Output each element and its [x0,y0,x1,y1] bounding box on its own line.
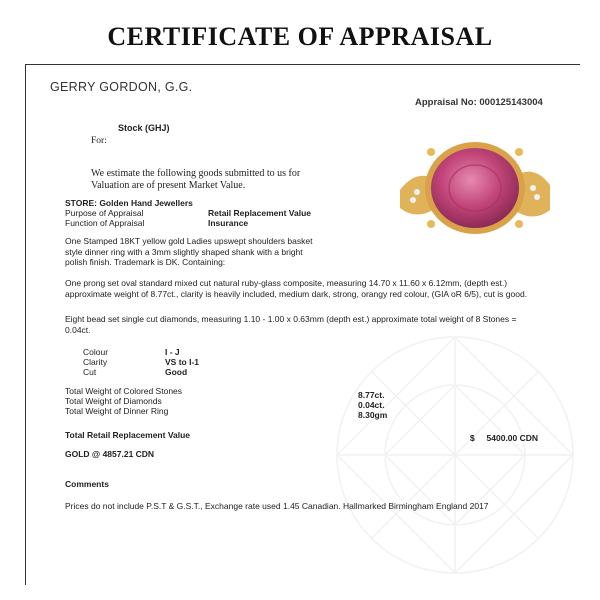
for-label: For: [91,136,107,146]
total-retail-label: Total Retail Replacement Value [65,430,191,440]
comments-heading: Comments [65,479,109,489]
weight-colored-label: Total Weight of Colored Stones [65,386,183,396]
certificate-title: CERTIFICATE OF APPRAISAL [107,22,493,51]
purpose-value: Retail Replacement Value [208,208,311,218]
weight-ring-label: Total Weight of Dinner Ring [65,406,169,416]
function-value: Insurance [208,218,249,228]
total-retail-value: $ 5400.00 CDN [470,433,539,443]
ring-description: One Stamped 18KT yellow gold Ladies upswept shoulders basket style dinner ring with a 3mm slightly shaped shank with a bright polish finish. Trademark is DK. Containing: [65,236,313,267]
diamond-description: Eight bead set single cut diamonds, measuring 1.10 - 1.00 x 0.63mm (depth est.) approximate total weight of 8 Stones = 0.04ct. [65,314,517,335]
weight-colored-value: 8.77ct. [358,390,385,400]
function-label: Function of Appraisal [65,218,145,228]
estimate-statement: We estimate the following goods submitted to us for Valuation are of present Market Value. [91,168,301,191]
gold-price: GOLD @ 4857.21 CDN [65,449,155,459]
appraisal-number: Appraisal No: 000125143004 [415,97,543,108]
function-row [65,218,248,228]
appraiser-name: GERRY GORDON, G.G. [50,80,193,94]
store-name: STORE: Golden Hand Jewellers [65,198,193,208]
weight-diamonds-label: Total Weight of Diamonds [65,396,162,406]
purpose-row [65,208,311,218]
weight-ring-value: 8.30gm [358,410,388,420]
stone-description: One prong set oval standard mixed cut natural ruby-glass composite, measuring 14.70 x 11.60 x 6.12mm, (depth est.) approximate weight of 8.77ct., clarity is heavily included, medium dark, strong, orangy red colour, (GIA oR 6/5), cut is good. [65,278,528,299]
weight-diamonds-value: 0.04ct. [358,400,385,410]
spec-cut: Cut Good [83,367,188,377]
purpose-label: Purpose of Appraisal [65,208,144,218]
stock-code: Stock (GHJ) [118,123,170,133]
ruby-ring-photo-icon [395,130,555,245]
comments-text: Prices do not include P.S.T & G.S.T., Exchange rate used 1.45 Canadian. Hallmarked Birmingham England 2017 [65,501,489,511]
spec-colour: Colour I - J [83,347,180,357]
spec-clarity: Clarity VS to I-1 [83,357,200,367]
diamond-watermark-icon [330,330,580,580]
